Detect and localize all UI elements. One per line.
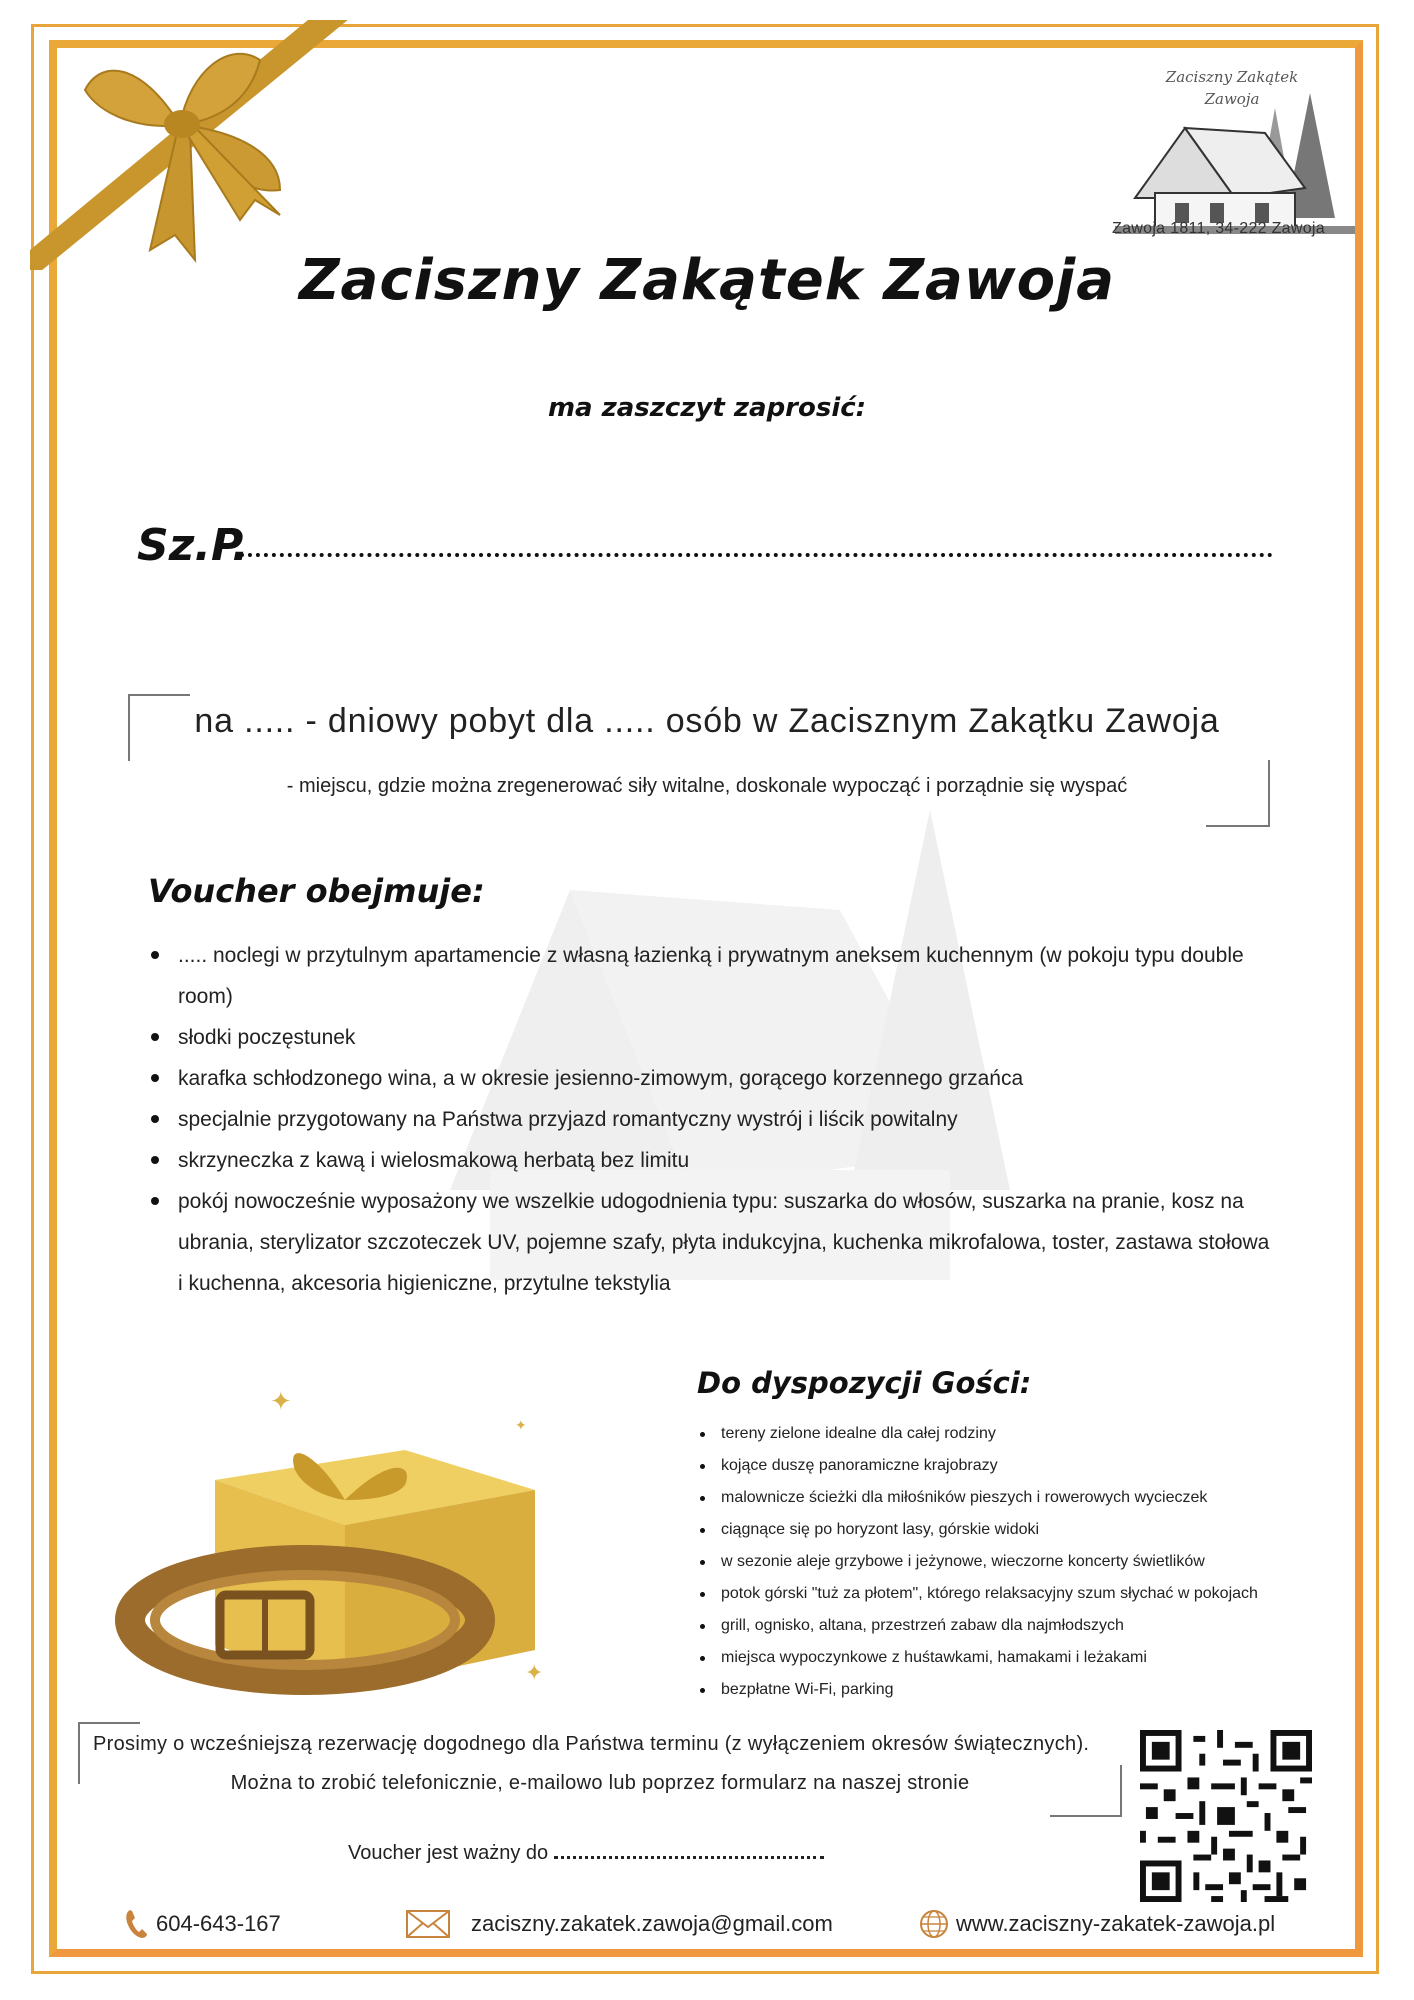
logo (1112, 60, 1357, 245)
list-item: specjalnie przygotowany na Państwa przyjazd romantyczny wystrój i liścik powitalny (148, 1099, 1278, 1140)
svg-text:✦: ✦ (525, 1660, 544, 1685)
list-item: tereny zielone idealne dla całej rodziny (697, 1418, 1347, 1450)
stay-description: na ..... - dniowy pobyt dla ..... osób w Zacisznym Zakątku Zawoja (194, 702, 1220, 740)
phone-icon (124, 1908, 150, 1940)
list-item: pokój nowocześnie wyposażony we wszelkie udogodnienia typu: suszarka do włosów, suszarka na pranie, kosz na ubrania, sterylizator szczoteczek UV, pojemne szafy, płyta indukcyjna, kuchenka mikrofalowa, toster, zastawa stołowa i kuchenna, akcesoria higieniczne, przytulne tekstylia (148, 1181, 1278, 1304)
list-item: słodki poczęstunek (148, 1017, 1278, 1058)
list-item: ..... noclegi w przytulnym apartamencie z własną łazienką i prywatnym aneksem kuchennym (w pokoju typu double room) (148, 935, 1278, 1017)
stay-subline: - miejscu, gdzie można zregenerować siły witalne, doskonale wypocząć i porządnie się wyspać (286, 775, 1128, 797)
website-url[interactable]: www.zaciszny-zakatek-zawoja.pl (956, 1911, 1276, 1936)
ribbon-bow-icon (30, 20, 390, 270)
guests-list (697, 1418, 1347, 1706)
validity-dotted-line (554, 1856, 824, 1859)
svg-text:✦: ✦ (270, 1386, 292, 1416)
list-item: grill, ognisko, altana, przestrzeń zabaw dla najmłodszych (697, 1610, 1347, 1642)
validity-label: Voucher jest ważny do (348, 1842, 549, 1864)
recipient-dotted-line (240, 547, 1273, 557)
house-illustration-icon (1115, 88, 1355, 238)
page-title: Zaciszny Zakątek Zawoja (298, 248, 1116, 313)
contact-phone[interactable] (124, 1908, 281, 1940)
list-item: kojące duszę panoramiczne krajobrazy (697, 1450, 1347, 1482)
voucher-heading: Voucher obejmuje: (148, 872, 485, 910)
validity-line (348, 1842, 824, 1865)
svg-text:✦: ✦ (515, 1417, 527, 1433)
envelope-icon (405, 1908, 451, 1940)
reservation-line-1: Prosimy o wcześniejszą rezerwację dogodnego dla Państwa terminu (z wyłączeniem okresów świątecznych). (93, 1733, 1090, 1755)
qr-code-icon[interactable] (1140, 1730, 1312, 1902)
list-item: ciągnące się po horyzont lasy, górskie widoki (697, 1514, 1347, 1546)
list-item: miejsca wypoczynkowe z huśtawkami, hamakami i leżakami (697, 1642, 1347, 1674)
list-item: karafka schłodzonego wina, a w okresie jesienno-zimowym, gorącego korzennego grzańca (148, 1058, 1278, 1099)
address: Zawoja 1811, 34-222 Zawoja (1112, 220, 1325, 237)
subtitle: ma zaszczyt zaprosić: (547, 393, 867, 423)
contact-website[interactable] (918, 1908, 1275, 1940)
recipient-prefix: Sz.P. (137, 520, 249, 571)
list-item: potok górski "tuż za płotem", którego relaksacyjny szum słychać w pokojach (697, 1578, 1347, 1610)
voucher-list (148, 935, 1278, 1304)
phone-number[interactable]: 604-643-167 (156, 1911, 281, 1936)
logo-line2: Zawoja (1204, 90, 1260, 108)
list-item: bezpłatne Wi-Fi, parking (697, 1674, 1347, 1706)
guests-heading: Do dyspozycji Gości: (697, 1366, 1032, 1400)
contact-email[interactable] (405, 1908, 833, 1940)
logo-line1: Zaciszny Zakątek (1165, 68, 1299, 86)
list-item: skrzyneczka z kawą i wielosmakową herbatą bez limitu (148, 1140, 1278, 1181)
list-item: malownicze ścieżki dla miłośników pieszych i rowerowych wycieczek (697, 1482, 1347, 1514)
globe-icon (918, 1908, 950, 1940)
reservation-line-2: Można to zrobić telefonicznie, e-mailowo lub poprzez formularz na naszej stronie (230, 1772, 970, 1794)
gift-box-belt-icon (115, 1380, 565, 1700)
email-address[interactable]: zaciszny.zakatek.zawoja@gmail.com (471, 1911, 833, 1936)
list-item: w sezonie aleje grzybowe i jeżynowe, wieczorne koncerty świetlików (697, 1546, 1347, 1578)
